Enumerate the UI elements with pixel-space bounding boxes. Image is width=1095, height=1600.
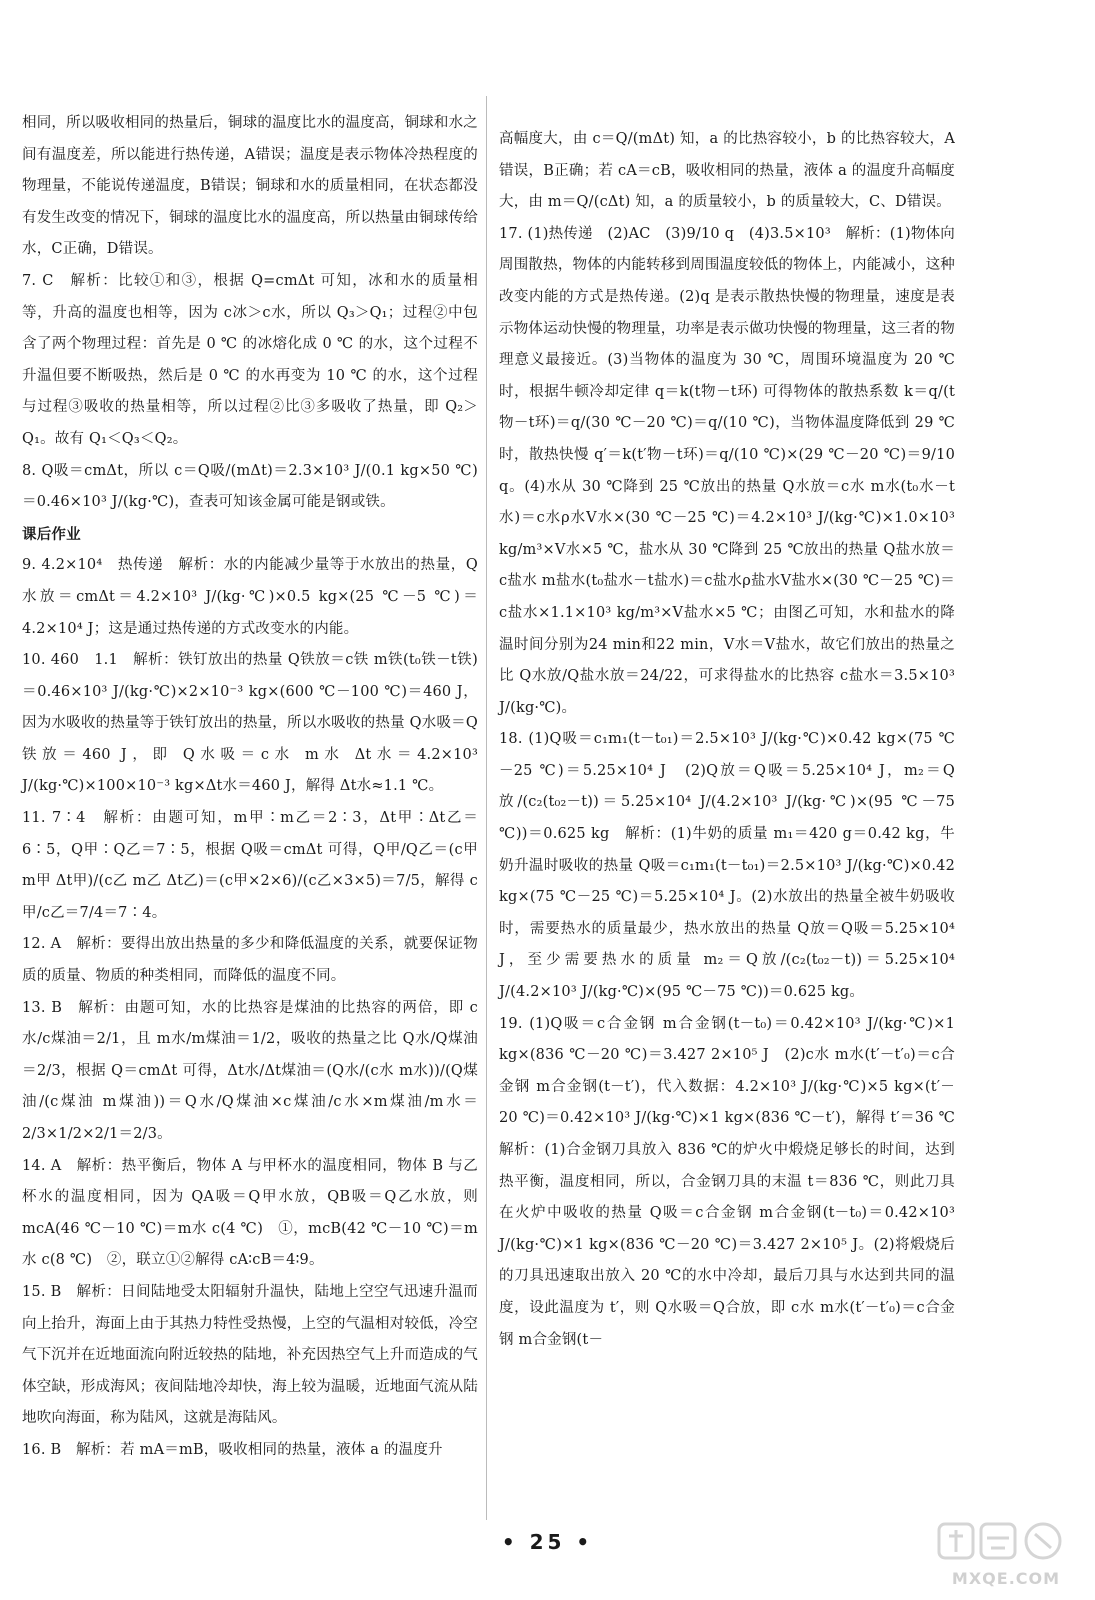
answer-13: 13. B 解析：由题可知，水的比热容是煤油的比热容的两倍，即 c水/c煤油＝2/1，且 m水/m煤油＝1/2，吸收的热量之比 Q水/Q煤油＝2/3，根据 Q＝cmΔt 可得，Δt水/Δt煤油＝(Q水/(c水 m水))/(Q煤油/(c煤油 m煤油))＝Q水/Q煤油×c煤油/c水×m煤油/m水＝2/3×1/2×2/1＝2/3。 <box>22 999 478 1142</box>
column-divider <box>486 96 487 1520</box>
section-heading-homework: 课后作业 <box>22 525 81 543</box>
answer-17: 17. (1)热传递 (2)AC (3)9/10 q (4)3.5×10³ 解析：(1)物体向周围散热，物体的内能转移到周围温度较低的物体上，内能减小，这种改变内能的方式是热传递。(2)q 是表示散热快慢的物理量，速度是表示物体运动快慢的物理量，功率是表示做功快慢的物理量，这三者的物理意义最接近。(3)当物体的温度为 30 ℃，周围环境温度为 20 ℃时，根据牛顿冷却定律 q＝k(t物－t环) 可得物体的散热系数 k＝q/(t物－t环)＝q/(30 ℃－20 ℃)＝q/(10 ℃)，当物体温度降低到 29 ℃时，散热快慢 q′＝k(t′物－t环)＝q/(10 ℃)×(29 ℃－20 ℃)＝9/10 q。(4)水从 30 ℃降到 25 ℃放出的热量 Q水放＝c水 m水(t₀水－t水)＝c水ρ水V水×(30 ℃－25 ℃)＝4.2×10³ J/(kg·℃)×1.0×10³ kg/m³×V水×5 ℃，盐水从 30 ℃降到 25 ℃放出的热量 Q盐水放＝c盐水 m盐水(t₀盐水－t盐水)＝c盐水ρ盐水V盐水×(30 ℃－25 ℃)＝c盐水×1.1×10³ kg/m³×V盐水×5 ℃；由图乙可知，水和盐水的降温时间分别为24 min和22 min，V水＝V盐水，故它们放出的热量之比 Q水放/Q盐水放＝24/22，可求得盐水的比热容 c盐水＝3.5×10³ J/(kg·℃)。 <box>499 225 955 716</box>
page-number: • 25 • <box>501 1530 594 1554</box>
watermark-icon <box>931 1518 1081 1568</box>
answer-16-continued: 高幅度大，由 c＝Q/(mΔt) 知，a 的比热容较小，b 的比热容较大，A错误，B正确；若 cA＝cB，吸收相同的热量，液体 a 的温度升高幅度大，由 m＝Q/(cΔt) 知，a 的质量较小，b 的质量较大，C、D错误。 <box>499 131 955 211</box>
answer-12: 12. A 解析：要得出放出热量的多少和降低温度的关系，就要保证物质的质量、物质的种类相同，而降低的温度不同。 <box>22 936 478 985</box>
watermark-text: MXQE.COM <box>951 1569 1061 1588</box>
answer-15: 15. B 解析：日间陆地受太阳辐射升温快，陆地上空空气迅速升温而向上抬升，海面上由于其热力特性受热慢，上空的气温相对较低，冷空气下沉并在近地面流向附近较热的陆地，补充因热空气上升而造成的气体空缺，形成海风；夜间陆地冷却快，海上较为温暖，近地面气流从陆地吹向海面，称为陆风，这就是海陆风。 <box>22 1283 478 1427</box>
answer-8: 8. Q吸＝cmΔt，所以 c＝Q吸/(mΔt)＝2.3×10³ J/(0.1 kg×50 ℃)＝0.46×10³ J/(kg·℃)，查表可知该金属可能是钢或铁。 <box>22 462 478 511</box>
answer-9: 9. 4.2×10⁴ 热传递 解析：水的内能减少量等于水放出的热量，Q水放＝cmΔt＝4.2×10³ J/(kg·℃)×0.5 kg×(25 ℃－5 ℃)＝4.2×10⁴ J；这是通过热传递的方式改变水的内能。 <box>22 557 478 637</box>
answer-10: 10. 460 1.1 解析：铁钉放出的热量 Q铁放＝c铁 m铁(t₀铁－t铁)＝0.46×10³ J/(kg·℃)×2×10⁻³ kg×(600 ℃－100 ℃)＝460 J，因为水吸收的热量等于铁钉放出的热量，所以水吸收的热量 Q水吸＝Q铁放＝460 J，即 Q水吸＝c水 m水 Δt水＝4.2×10³ J/(kg·℃)×100×10⁻³ kg×Δt水＝460 J，解得 Δt水≈1.1 ℃。 <box>22 652 478 795</box>
watermark-logo <box>931 1518 1081 1588</box>
answer-7: 7. C 解析：比较①和③，根据 Q=cmΔt 可知，冰和水的质量相等，升高的温度也相等，因为 c冰＞c水，所以 Q₃＞Q₁；过程②中包含了两个物理过程：首先是 0 ℃ 的冰熔化成 0 ℃ 的水，这个过程不升温但要不断吸热，然后是 0 ℃ 的水再变为 10 ℃ 的水，这个过程与过程③吸收的热量相等，所以过程②比③多吸收了热量，即 Q₂＞Q₁。故有 Q₁＜Q₃＜Q₂。 <box>22 272 478 447</box>
answer-18: 18. (1)Q吸＝c₁m₁(t－t₀₁)＝2.5×10³ J/(kg·℃)×0.42 kg×(75 ℃－25 ℃)＝5.25×10⁴ J (2)Q放＝Q吸＝5.25×10⁴ J，m₂＝Q放/(c₂(t₀₂－t))＝5.25×10⁴ J/(4.2×10³ J/(kg·℃)×(95 ℃－75 ℃))＝0.625 kg 解析：(1)牛奶的质量 m₁＝420 g＝0.42 kg，牛奶升温时吸收的热量 Q吸＝c₁m₁(t－t₀₁)＝2.5×10³ J/(kg·℃)×0.42 kg×(75 ℃－25 ℃)＝5.25×10⁴ J。(2)水放出的热量全被牛奶吸收时，需要热水的质量最少，热水放出的热量 Q放＝Q吸＝5.25×10⁴ J，至少需要热水的质量 m₂＝Q放/(c₂(t₀₂－t))＝5.25×10⁴ J/(4.2×10³ J/(kg·℃)×(95 ℃－75 ℃))＝0.625 kg。 <box>499 731 955 1001</box>
answer-14: 14. A 解析：热平衡后，物体 A 与甲杯水的温度相同，物体 B 与乙杯水的温度相同，因为 QA吸＝Q甲水放，QB吸＝Q乙水放，则 mcA(46 ℃－10 ℃)＝m水 c(4 ℃) ①，mcB(42 ℃－10 ℃)＝m水 c(8 ℃) ②，联立①②解得 cA∶cB＝4∶9。 <box>22 1157 478 1269</box>
answer-19: 19. (1)Q吸＝c合金钢 m合金钢(t－t₀)＝0.42×10³ J/(kg·℃)×1 kg×(836 ℃－20 ℃)＝3.427 2×10⁵ J (2)c水 m水(t′－t′₀)＝c合金钢 m合金钢(t－t′)，代入数据：4.2×10³ J/(kg·℃)×5 kg×(t′－20 ℃)＝0.42×10³ J/(kg·℃)×1 kg×(836 ℃－t′)，解得 t′＝36 ℃ 解析：(1)合金钢刀具放入 836 ℃的炉火中煅烧足够长的时间，达到热平衡，温度相同，所以，合金钢刀具的末温 t＝836 ℃，则此刀具在火炉中吸收的热量 Q吸＝c合金钢 m合金钢(t－t₀)＝0.42×10³ J/(kg·℃)×1 kg×(836 ℃－20 ℃)＝3.427 2×10⁵ J。(2)将煅烧后的刀具迅速取出放入 20 ℃的水中冷却，最后刀具与水达到共同的温度，设此温度为 t′，则 Q水吸＝Q合放，即 c水 m水(t′－t′₀)＝c合金钢 m合金钢(t－ <box>499 1015 970 1348</box>
left-column <box>22 108 478 1467</box>
right-column <box>499 124 970 1356</box>
answer-16: 16. B 解析：若 mA＝mB，吸收相同的热量，液体 a 的温度升 <box>22 1441 443 1458</box>
answer-6-continued: 相同，所以吸收相同的热量后，铜球的温度比水的温度高，铜球和水之间有温度差，所以能进行热传递，A错误；温度是表示物体冷热程度的物理量，不能说传递温度，B错误；铜球和水的质量相同，在状态都没有发生改变的情况下，铜球的温度比水的温度高，所以热量由铜球传给水，C正确，D错误。 <box>22 115 478 258</box>
answer-11: 11. 7∶4 解析：由题可知，m甲∶m乙＝2∶3，Δt甲∶Δt乙＝6∶5，Q甲∶Q乙＝7∶5，根据 Q吸＝cmΔt 可得，Q甲/Q乙＝(c甲 m甲 Δt甲)/(c乙 m乙 Δt乙)＝(c甲×2×6)/(c乙×3×5)＝7/5，解得 c甲/c乙＝7/4＝7∶4。 <box>22 810 478 921</box>
